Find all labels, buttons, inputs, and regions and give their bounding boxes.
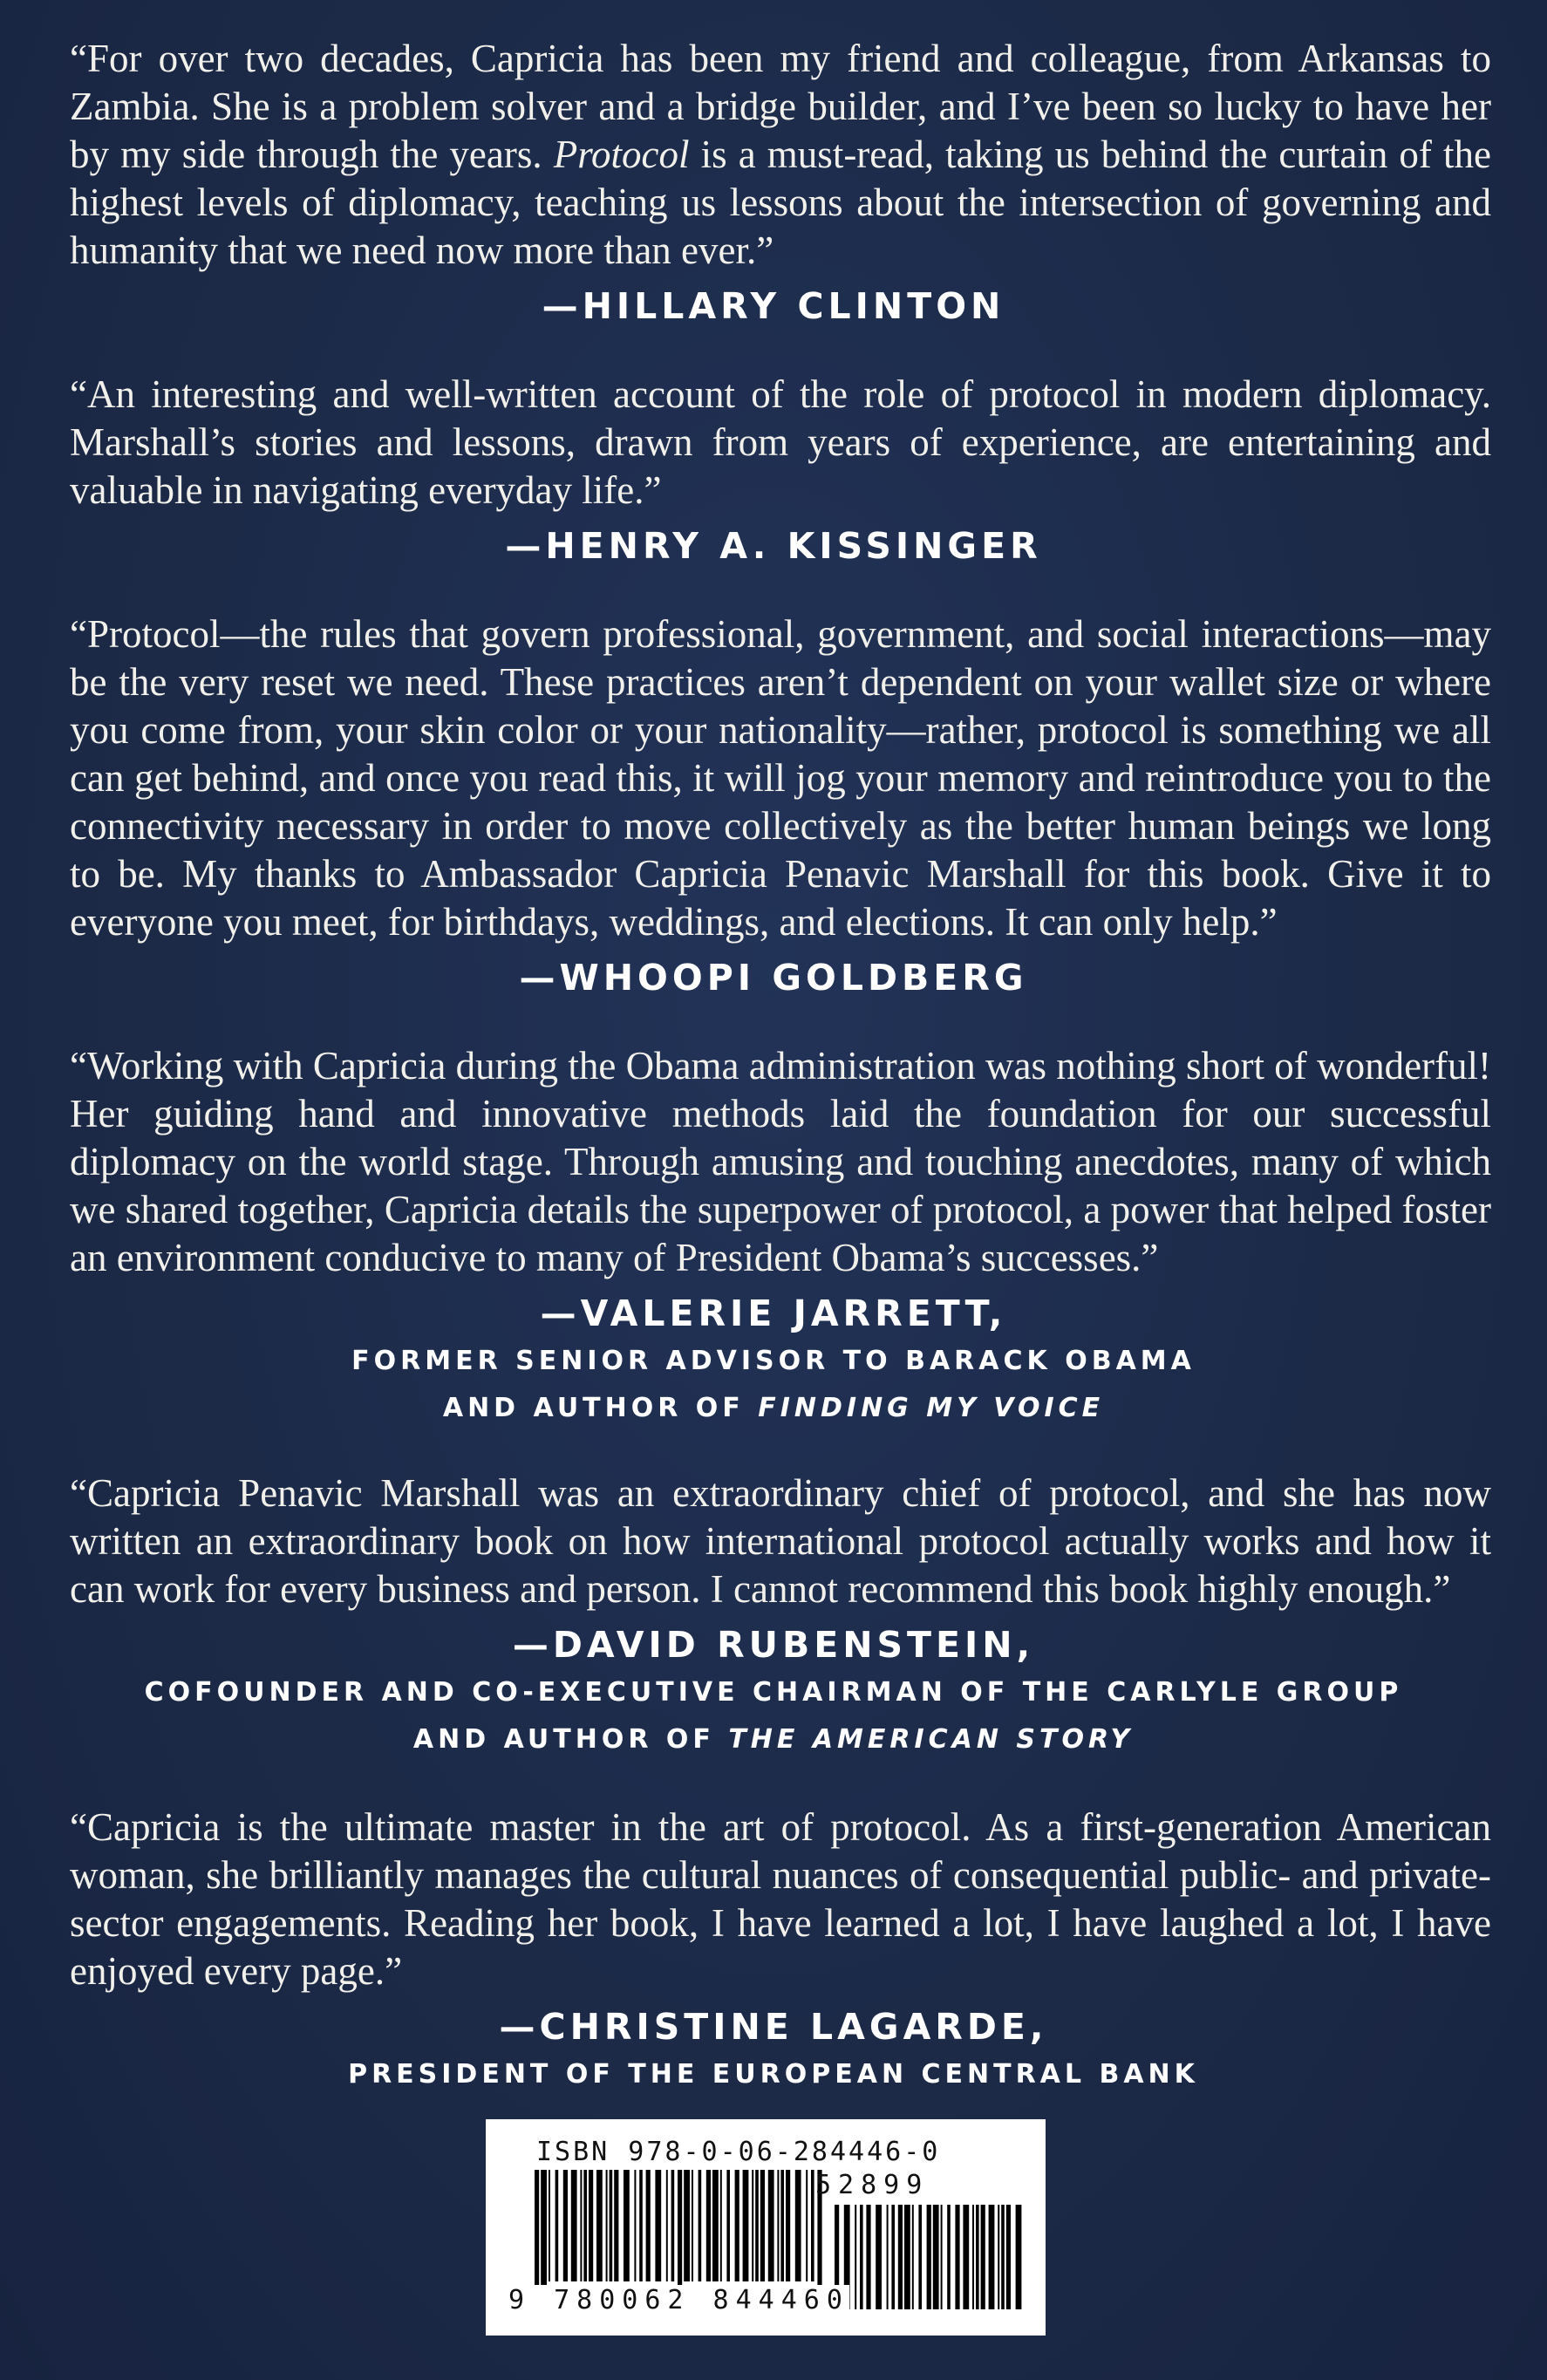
- barcode-bar: [786, 2170, 790, 2281]
- barcode-bar: [580, 2170, 582, 2281]
- barcode-bar: [684, 2170, 690, 2281]
- barcode-bar: [972, 2205, 974, 2309]
- quote-text: “Protocol—the rules that govern professional, government, and social interactions—may be the very reset we need. These practices aren’t dependent on your wallet size or where you come from, your skin color or your nationality—rather, protocol is something we all can get behind, and once you read this, it will jog your memory and reintroduce you to the connectivity necessary in order to move collectively as the better human beings we long to be. My thanks to Ambassador Capricia Penavic Marshall for this book. Give it to everyone you meet, for birthdays, weddings, and elections. It can only help.”: [70, 612, 1491, 944]
- barcode-bar: [947, 2205, 951, 2309]
- barcode-bar: [1016, 2205, 1022, 2309]
- barcode-bar: [712, 2170, 719, 2281]
- barcode-bar: [904, 2205, 910, 2309]
- barcode-bar: [624, 2170, 630, 2281]
- barcode-bar: [1001, 2205, 1005, 2309]
- barcode-bar: [535, 2170, 539, 2294]
- barcode-bar: [795, 2170, 801, 2281]
- quote-author: —CHRISTINE LAGARDE,: [499, 2006, 1048, 2048]
- quote-author: —HILLARY CLINTON: [542, 285, 1005, 327]
- barcode-bar: [933, 2205, 939, 2309]
- quote-text: “Capricia Penavic Marshall was an extraordinary chief of protocol, and she has now written an extraordinary book on how international protocol actually works and how it can work for every business and person. I cannot recommend this book highly enough.”: [70, 1471, 1491, 1611]
- barcode-bar: [752, 2170, 753, 2281]
- barcode-bar: [860, 2205, 863, 2309]
- barcode-bar: [743, 2170, 749, 2281]
- barcode-bar: [755, 2170, 759, 2281]
- barcode-bar: [563, 2170, 568, 2281]
- quote-text: “An interesting and well-written account of the role of protocol in modern diplomacy. Marshall’s stories and lessons, drawn from years of experience, are entertaining and valuable in navigating everyday life.”: [70, 372, 1491, 512]
- barcode-bar: [541, 2170, 547, 2294]
- barcode-bar: [706, 2170, 711, 2281]
- barcode-bar: [927, 2205, 931, 2309]
- barcode-bar: [614, 2170, 618, 2281]
- barcode-bar: [768, 2170, 774, 2281]
- book-title: THE AMERICAN STORY: [728, 1724, 1135, 1755]
- barcode-bar: [610, 2170, 613, 2281]
- quote-author: —DAVID RUBENSTEIN,: [512, 1624, 1035, 1666]
- barcode-bar: [555, 2170, 559, 2281]
- barcode-bar: [811, 2170, 814, 2281]
- author-credential: COFOUNDER AND CO-EXECUTIVE CHAIRMAN OF THE CARLYLE GROUP: [144, 1677, 1403, 1708]
- barcode-bar: [955, 2205, 959, 2309]
- barcode-bar: [780, 2170, 784, 2281]
- barcode-bar: [699, 2170, 702, 2281]
- quote-whoopi-goldberg: [0, 610, 1547, 1002]
- barcode-bar: [912, 2205, 914, 2309]
- barcode-bar: [887, 2205, 889, 2309]
- quote-text: “Working with Capricia during the Obama administration was nothing short of wonderful! Her guiding hand and innovative methods laid the foundation for our successful diplomacy on the world stage. Through amusing and touching anecdotes, many of which we shared together, Capricia details the superpower of protocol, a power that helped foster an environment conducive to many of President Obama’s successes.”: [70, 1044, 1491, 1279]
- isbn-barcode: [486, 2119, 1046, 2336]
- barcode-bar: [777, 2170, 779, 2281]
- quote-author: —WHOOPI GOLDBERG: [519, 957, 1028, 999]
- barcode-bar: [760, 2170, 765, 2281]
- barcode-bar: [891, 2205, 895, 2309]
- barcode-bar: [1006, 2205, 1011, 2309]
- quote-henry-kissinger: [0, 371, 1547, 570]
- barcode-bar: [596, 2170, 603, 2281]
- barcode-bar: [866, 2205, 870, 2309]
- quote-valerie-jarrett: [0, 1042, 1547, 1432]
- price-code: 52899: [815, 2170, 930, 2200]
- barcode-bar: [571, 2170, 577, 2281]
- barcode-bar: [726, 2170, 730, 2281]
- barcode-bar: [918, 2205, 922, 2309]
- barcode-bar: [692, 2170, 693, 2281]
- quote-text: “Capricia is the ultimate master in the art of protocol. As a first-generation American woman, she brilliantly manages the cultural nuances of consequential public- and private-sector engagements. Reading her book, I have learned a lot, I have laughed a lot, I have enjoyed every page.”: [70, 1805, 1491, 1993]
- book-title: Protocol: [553, 133, 690, 176]
- barcode-bar: [735, 2170, 739, 2281]
- quote-christine-lagarde: [0, 1804, 1547, 2098]
- barcode-bar: [589, 2170, 593, 2281]
- barcode-bar: [634, 2170, 636, 2281]
- quote-author: —HENRY A. KISSINGER: [505, 525, 1042, 567]
- barcode-bar: [941, 2205, 943, 2309]
- barcode-bar: [666, 2170, 668, 2281]
- quote-text: “For over two decades, Capricia has been my friend and colleague, from Arkansas to Zambia. She is a problem solver and a bridge builder, and I’ve been so lucky to have her by my side through the years. Protocol is a must-read, taking us behind the curtain of the highest levels of diplomacy, teaching us lessons about the intersection of governing and humanity that we need now more than ever.”: [70, 37, 1491, 272]
- barcode-bar: [639, 2170, 643, 2281]
- author-credential: AND AUTHOR OF FINDING MY VOICE: [442, 1393, 1105, 1423]
- author-credential: FORMER SENIOR ADVISOR TO BARACK OBAMA: [351, 1346, 1196, 1376]
- book-title: FINDING MY VOICE: [758, 1393, 1105, 1423]
- barcode-bar: [981, 2205, 985, 2309]
- quote-david-rubenstein: [0, 1470, 1547, 1763]
- author-credential: AND AUTHOR OF THE AMERICAN STORY: [412, 1724, 1135, 1755]
- barcode-bar: [998, 2205, 999, 2309]
- barcode-bar: [806, 2170, 808, 2281]
- author-credential: PRESIDENT OF THE EUROPEAN CENTRAL BANK: [348, 2059, 1199, 2090]
- barcode-bar: [976, 2205, 979, 2309]
- barcode-bar: [606, 2170, 608, 2281]
- quote-hillary-clinton: [0, 35, 1547, 331]
- barcode-bar: [655, 2170, 661, 2281]
- quote-author: —VALERIE JARRETT,: [540, 1292, 1007, 1334]
- barcode-bar: [646, 2170, 651, 2281]
- isbn-label: ISBN 978-0-06-284446-0: [536, 2137, 941, 2167]
- isbn-digits: 9 780062 844460: [508, 2285, 849, 2315]
- barcode-bar: [963, 2205, 969, 2309]
- barcode-bar: [855, 2205, 856, 2309]
- barcode-bar: [671, 2170, 675, 2281]
- barcode-bar: [583, 2170, 587, 2281]
- barcode-bar: [876, 2205, 882, 2309]
- barcode-bar: [549, 2170, 550, 2281]
- barcode-bar: [720, 2170, 722, 2281]
- barcode-bar: [678, 2170, 682, 2294]
- barcode-bar: [898, 2205, 903, 2309]
- barcode-bar: [989, 2205, 995, 2309]
